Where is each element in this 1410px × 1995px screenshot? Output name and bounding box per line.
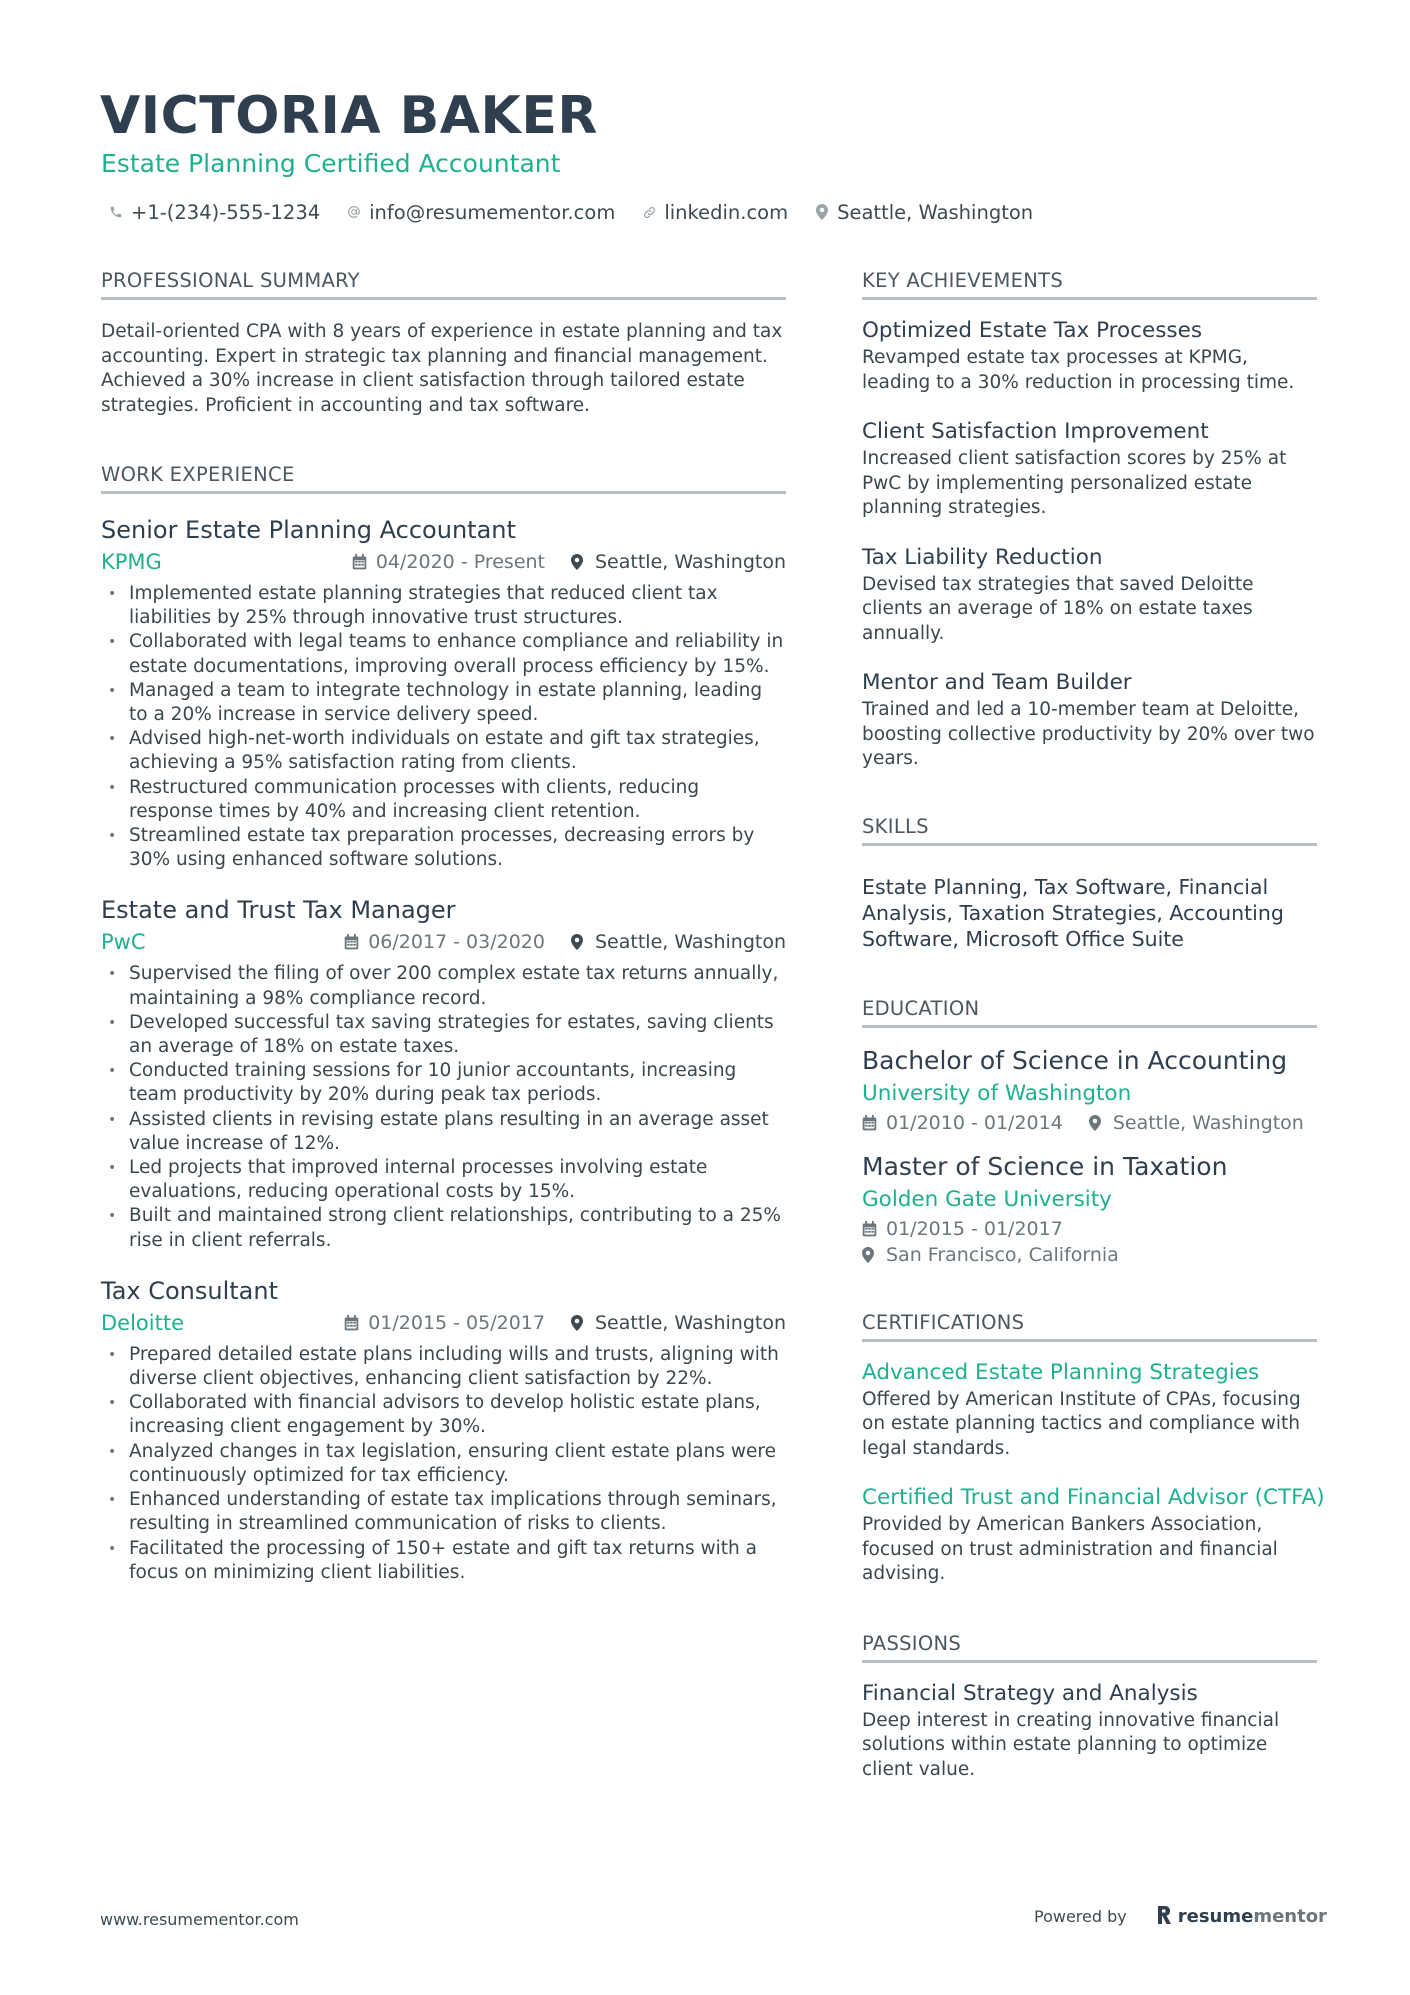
location-pin-icon bbox=[814, 202, 830, 222]
list-item: • Restructured communication processes with clients, reducing response times by 40% and increasing client retention. bbox=[101, 776, 786, 824]
work-experience-section bbox=[101, 462, 786, 1585]
powered-by-label: Powered by bbox=[1034, 1906, 1127, 1926]
link-icon bbox=[641, 202, 657, 222]
certification-title: Advanced Estate Planning Strategies bbox=[862, 1359, 1260, 1385]
education-meta bbox=[862, 1216, 1317, 1242]
passions-section bbox=[862, 1631, 1317, 1783]
contact-email[interactable] bbox=[346, 201, 615, 224]
education-item bbox=[862, 1150, 1317, 1268]
certification-item bbox=[862, 1358, 1317, 1462]
achievement-title: Mentor and Team Builder bbox=[862, 670, 1132, 695]
job-meta bbox=[101, 546, 786, 578]
location-pin-icon bbox=[571, 1313, 588, 1333]
certification-desc: Offered by American Institute of CPAs, focusing on estate planning tactics and compliance with legal standards. bbox=[862, 1388, 1301, 1459]
job-meta bbox=[101, 926, 786, 958]
skills-text: Estate Planning, Tax Software, Financial Analysis, Taxation Strategies, Accounting Software, Microsoft Office Suite bbox=[862, 874, 1284, 951]
list-item: • Conducted training sessions for 10 junior accountants, increasing team productivity by 20% during peak tax periods. bbox=[101, 1059, 786, 1107]
passion-desc: Deep interest in creating innovative financial solutions within estate planning to optimize client value. bbox=[862, 1709, 1280, 1780]
job-title: Tax Consultant bbox=[101, 1276, 278, 1305]
degree-title: Bachelor of Science in Accounting bbox=[862, 1045, 1288, 1075]
section-heading: PASSIONS bbox=[862, 1631, 1317, 1663]
section-heading: SKILLS bbox=[862, 814, 1317, 846]
calendar-icon bbox=[862, 1219, 879, 1239]
list-item: • Prepared detailed estate plans including wills and trusts, aligning with diverse client objectives, enhancing client satisfaction by 22%. bbox=[101, 1343, 786, 1391]
contact-phone-text: +1-(234)-555-1234 bbox=[131, 200, 321, 224]
passion-item bbox=[862, 1679, 1317, 1783]
list-item: • Built and maintained strong client relationships, contributing to a 25% rise in client referrals. bbox=[101, 1204, 786, 1252]
education-section bbox=[862, 996, 1317, 1268]
contact-email-text: info@resumementor.com bbox=[369, 200, 616, 224]
company-name: KPMG bbox=[101, 550, 162, 574]
list-item: • Implemented estate planning strategies that reduced client tax liabilities by 25% through innovative trust structures. bbox=[101, 582, 786, 630]
location-pin-icon bbox=[862, 1245, 879, 1265]
job-entry bbox=[101, 1275, 786, 1585]
job-location bbox=[571, 1312, 786, 1334]
summary-text: Detail-oriented CPA with 8 years of experience in estate planning and tax accounting. Expert in strategic tax planning and financial management. Achieved a 30% increase in client satisfaction through tailored estate strategies. Proficient in accounting and tax software. bbox=[101, 321, 783, 416]
job-dates bbox=[344, 1312, 545, 1334]
list-item: • Facilitated the processing of 150+ estate and gift tax returns with a focus on minimizing client liabilities. bbox=[101, 1537, 786, 1585]
location-pin-icon bbox=[571, 932, 588, 952]
candidate-name: VICTORIA BAKER bbox=[100, 86, 598, 146]
footer-branding bbox=[1034, 1905, 1327, 1927]
contact-bar bbox=[108, 198, 1059, 226]
job-dates bbox=[352, 551, 545, 573]
job-entry bbox=[101, 514, 786, 872]
brand-name-accent: mentor bbox=[1253, 1905, 1327, 1927]
phone-icon bbox=[108, 202, 124, 222]
school-name: Golden Gate University bbox=[862, 1186, 1112, 1212]
achievement-title: Tax Liability Reduction bbox=[862, 544, 1103, 570]
contact-phone[interactable] bbox=[108, 201, 320, 224]
list-item: • Supervised the filing of over 200 complex estate tax returns annually, maintaining a 98% compliance record. bbox=[101, 962, 786, 1010]
contact-location-text: Seattle, Washington bbox=[837, 200, 1034, 224]
education-location: Seattle, Washington bbox=[1112, 1111, 1304, 1134]
footer-website[interactable]: www.resumementor.com bbox=[100, 1910, 299, 1929]
resumementor-logo-icon bbox=[1157, 1905, 1173, 1927]
job-dates-text: 04/2020 - Present bbox=[375, 551, 545, 573]
list-item: • Advised high-net-worth individuals on estate and gift tax strategies, achieving a 95% satisfaction rating from clients. bbox=[101, 727, 786, 775]
achievement-title: Optimized Estate Tax Processes bbox=[862, 318, 1203, 343]
list-item: • Enhanced understanding of estate tax implications through seminars, resulting in streamlined communication of risks to clients. bbox=[101, 1488, 786, 1536]
education-meta bbox=[862, 1110, 1317, 1136]
certification-desc: Provided by American Bankers Association, focused on trust administration and financial advising. bbox=[862, 1514, 1278, 1584]
calendar-icon bbox=[344, 932, 361, 952]
achievement-item bbox=[862, 316, 1317, 395]
at-icon bbox=[346, 202, 362, 222]
company-name: PwC bbox=[101, 930, 146, 955]
section-heading: KEY ACHIEVEMENTS bbox=[862, 268, 1317, 300]
job-location-text: Seattle, Washington bbox=[595, 931, 786, 954]
certification-title: Certified Trust and Financial Advisor (CTFA) bbox=[862, 1485, 1325, 1510]
list-item: • Collaborated with financial advisors to develop holistic estate plans, increasing client engagement by 30%. bbox=[101, 1391, 786, 1439]
job-dates bbox=[344, 931, 545, 953]
education-item bbox=[862, 1044, 1317, 1136]
education-dates: 01/2015 - 01/2017 bbox=[886, 1217, 1063, 1240]
achievement-title: Client Satisfaction Improvement bbox=[862, 419, 1209, 444]
education-dates: 01/2010 - 01/2014 bbox=[886, 1111, 1063, 1134]
school-name: University of Washington bbox=[862, 1080, 1132, 1106]
certification-item bbox=[862, 1483, 1325, 1587]
contact-linkedin[interactable] bbox=[641, 201, 788, 224]
brand-name-main: resume bbox=[1177, 1905, 1254, 1927]
list-item: • Led projects that improved internal processes involving estate evaluations, reducing operational costs by 15%. bbox=[101, 1156, 786, 1204]
company-name: Deloitte bbox=[101, 1310, 184, 1335]
education-location: San Francisco, California bbox=[886, 1243, 1119, 1266]
section-heading: WORK EXPERIENCE bbox=[101, 462, 786, 494]
list-item: • Managed a team to integrate technology in estate planning, leading to a 20% increase in service delivery speed. bbox=[101, 679, 786, 727]
job-entry bbox=[101, 894, 786, 1252]
achievement-item bbox=[862, 668, 1317, 772]
calendar-icon bbox=[862, 1113, 879, 1133]
achievement-item bbox=[862, 543, 1317, 647]
location-pin-icon bbox=[571, 552, 588, 572]
job-dates-text: 06/2017 - 03/2020 bbox=[368, 931, 545, 954]
calendar-icon bbox=[344, 1313, 361, 1333]
achievement-desc: Devised tax strategies that saved Deloitte clients an average of 18% on estate taxes annually. bbox=[862, 573, 1254, 644]
job-location bbox=[571, 551, 786, 573]
job-bullets bbox=[101, 962, 786, 1252]
right-column bbox=[862, 268, 1325, 1782]
section-heading: CERTIFICATIONS bbox=[862, 1310, 1317, 1342]
job-dates-text: 01/2015 - 05/2017 bbox=[368, 1311, 545, 1334]
section-heading: PROFESSIONAL SUMMARY bbox=[101, 268, 786, 300]
degree-title: Master of Science in Taxation bbox=[862, 1151, 1228, 1181]
achievement-desc: Trained and led a 10-member team at Deloitte, boosting collective productivity by 20% over two years. bbox=[862, 699, 1315, 769]
key-achievements-section bbox=[862, 268, 1317, 772]
contact-location bbox=[814, 201, 1033, 224]
contact-linkedin-text: linkedin.com bbox=[664, 200, 789, 224]
skills-section bbox=[862, 814, 1317, 952]
job-meta bbox=[101, 1307, 786, 1339]
job-bullets bbox=[101, 582, 786, 872]
job-title: Estate and Trust Tax Manager bbox=[101, 896, 456, 925]
achievement-desc: Increased client satisfaction scores by 25% at PwC by implementing personalized estate planning strategies. bbox=[862, 448, 1287, 518]
job-location-text: Seattle, Washington bbox=[595, 1311, 786, 1334]
job-bullets bbox=[101, 1343, 786, 1585]
calendar-icon bbox=[352, 552, 369, 572]
certifications-section bbox=[862, 1310, 1325, 1587]
professional-summary-section bbox=[101, 268, 786, 418]
candidate-title: Estate Planning Certified Accountant bbox=[101, 149, 561, 178]
list-item: • Assisted clients in revising estate plans resulting in an average asset value increase of 12%. bbox=[101, 1108, 786, 1156]
list-item: • Developed successful tax saving strategies for estates, saving clients an average of 18% on estate taxes. bbox=[101, 1011, 786, 1059]
achievement-desc: Revamped estate tax processes at KPMG, leading to a 30% reduction in processing time. bbox=[862, 347, 1295, 393]
location-pin-icon bbox=[1089, 1113, 1106, 1133]
education-meta bbox=[862, 1242, 1317, 1268]
passion-title: Financial Strategy and Analysis bbox=[862, 1680, 1198, 1706]
job-location-text: Seattle, Washington bbox=[595, 551, 786, 573]
list-item: • Streamlined estate tax preparation processes, decreasing errors by 30% using enhanced software solutions. bbox=[101, 824, 786, 872]
achievement-item bbox=[862, 417, 1317, 521]
list-item: • Analyzed changes in tax legislation, ensuring client estate plans were continuously optimized for tax efficiency. bbox=[101, 1440, 786, 1488]
brand-logo[interactable] bbox=[1157, 1905, 1327, 1927]
list-item: • Collaborated with legal teams to enhance compliance and reliability in estate documentations, improving overall process efficiency by 15%. bbox=[101, 630, 786, 678]
left-column bbox=[101, 268, 786, 1585]
job-location bbox=[571, 931, 786, 953]
section-heading: EDUCATION bbox=[862, 996, 1317, 1028]
job-title: Senior Estate Planning Accountant bbox=[101, 516, 516, 544]
